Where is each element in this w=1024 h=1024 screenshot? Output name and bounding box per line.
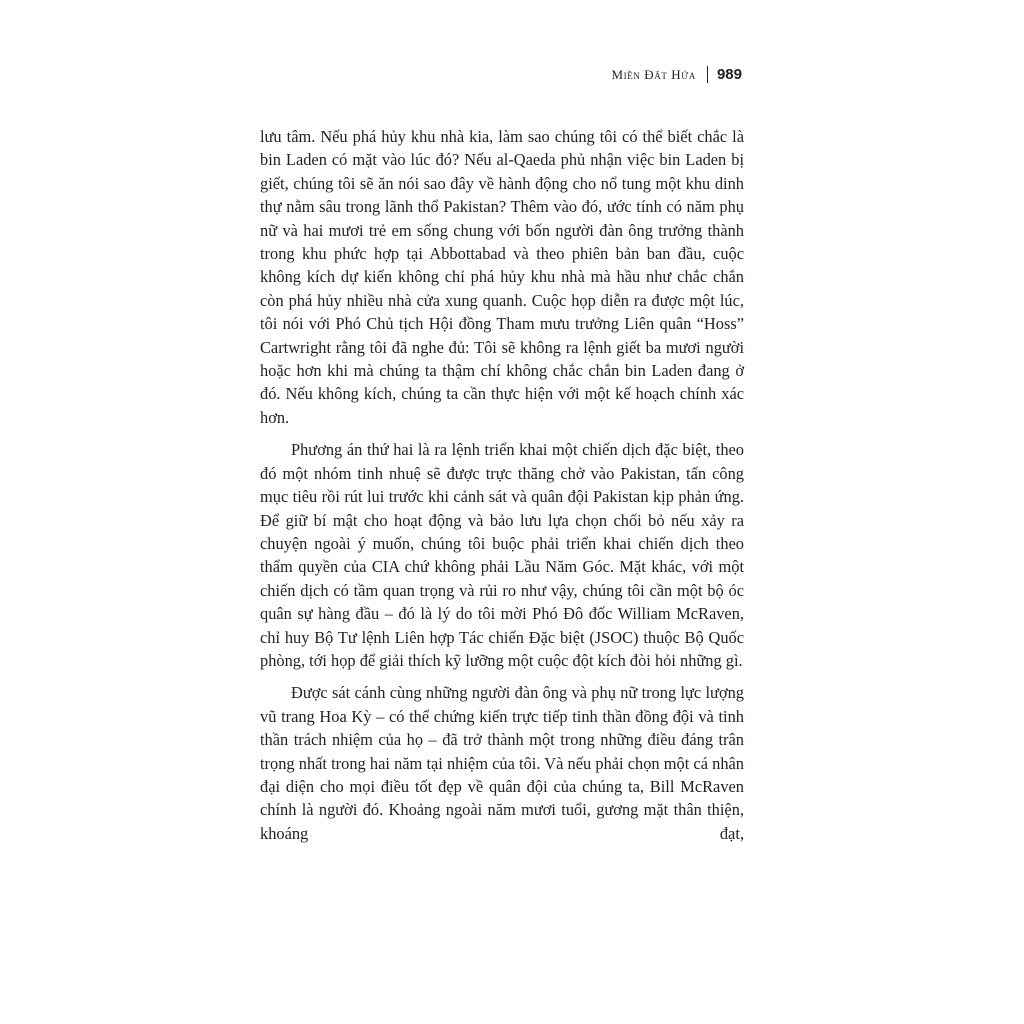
paragraph-1: lưu tâm. Nếu phá hủy khu nhà kia, làm sao chúng tôi có thể biết chắc là bin Laden có mặt vào lúc đó? Nếu al-Qaeda phủ nhận việc bin Laden bị giết, chúng tôi sẽ ăn nói sao đây về hành động cho nổ tung một khu dinh thự nằm sâu trong lãnh thổ Pakistan? Thêm vào đó, ước tính có năm phụ nữ và hai mươi trẻ em sống chung với bốn người đàn ông trưởng thành trong khu phức hợp tại Abbottabad và theo phiên bản ban đầu, cuộc không kích dự kiến không chỉ phá hủy khu nhà mà hầu như chắc chắn còn phá hủy nhiều nhà cửa xung quanh. Cuộc họp diễn ra được một lúc, tôi nói với Phó Chủ tịch Hội đồng Tham mưu trưởng Liên quân “Hoss” Cartwright rằng tôi đã nghe đủ: Tôi sẽ không ra lệnh giết ba mươi người hoặc hơn khi mà chúng ta thậm chí không chắc chắn bin Laden đang ở đó. Nếu không kích, chúng ta cần thực hiện với một kế hoạch chính xác hơn. xyxy=(260,127,744,427)
body-text xyxy=(260,125,744,854)
paragraph-2: Phương án thứ hai là ra lệnh triển khai một chiến dịch đặc biệt, theo đó một nhóm tinh nhuệ sẽ được trực thăng chở vào Pakistan, tấn công mục tiêu rồi rút lui trước khi cảnh sát và quân đội Pakistan kịp phản ứng. Để giữ bí mật cho hoạt động và bảo lưu lựa chọn chối bỏ nếu xảy ra chuyện ngoài ý muốn, chúng tôi buộc phải triển khai chiến dịch theo thẩm quyền của CIA chứ không phải Lầu Năm Góc. Mặt khác, với một chiến dịch có tầm quan trọng và rủi ro như vậy, chúng tôi cần một bộ óc quân sự hàng đầu – đó là lý do tôi mời Phó Đô đốc William McRaven, chỉ huy Bộ Tư lệnh Liên hợp Tác chiến Đặc biệt (JSOC) thuộc Bộ Quốc phòng, tới họp để giải thích kỹ lưỡng một cuộc đột kích đòi hỏi những gì. xyxy=(260,440,744,670)
book-title: Miền Đất Hứa xyxy=(611,66,696,82)
running-head xyxy=(611,66,742,83)
paragraph-3: Được sát cánh cùng những người đàn ông và phụ nữ trong lực lượng vũ trang Hoa Kỳ – có thể chứng kiến trực tiếp tinh thần đồng đội và tinh thần trách nhiệm của họ – đã trở thành một trong những điều đáng trân trọng nhất trong hai năm tại nhiệm của tôi. Và nếu phải chọn một cá nhân đại diện cho mọi điều tốt đẹp về quân đội của chúng ta, Bill McRaven chính là người đó. Khoảng ngoài năm mươi tuổi, gương mặt thân thiện, khoáng đạt, xyxy=(260,683,744,843)
header-divider xyxy=(707,66,708,83)
page-number: 989 xyxy=(716,66,742,83)
